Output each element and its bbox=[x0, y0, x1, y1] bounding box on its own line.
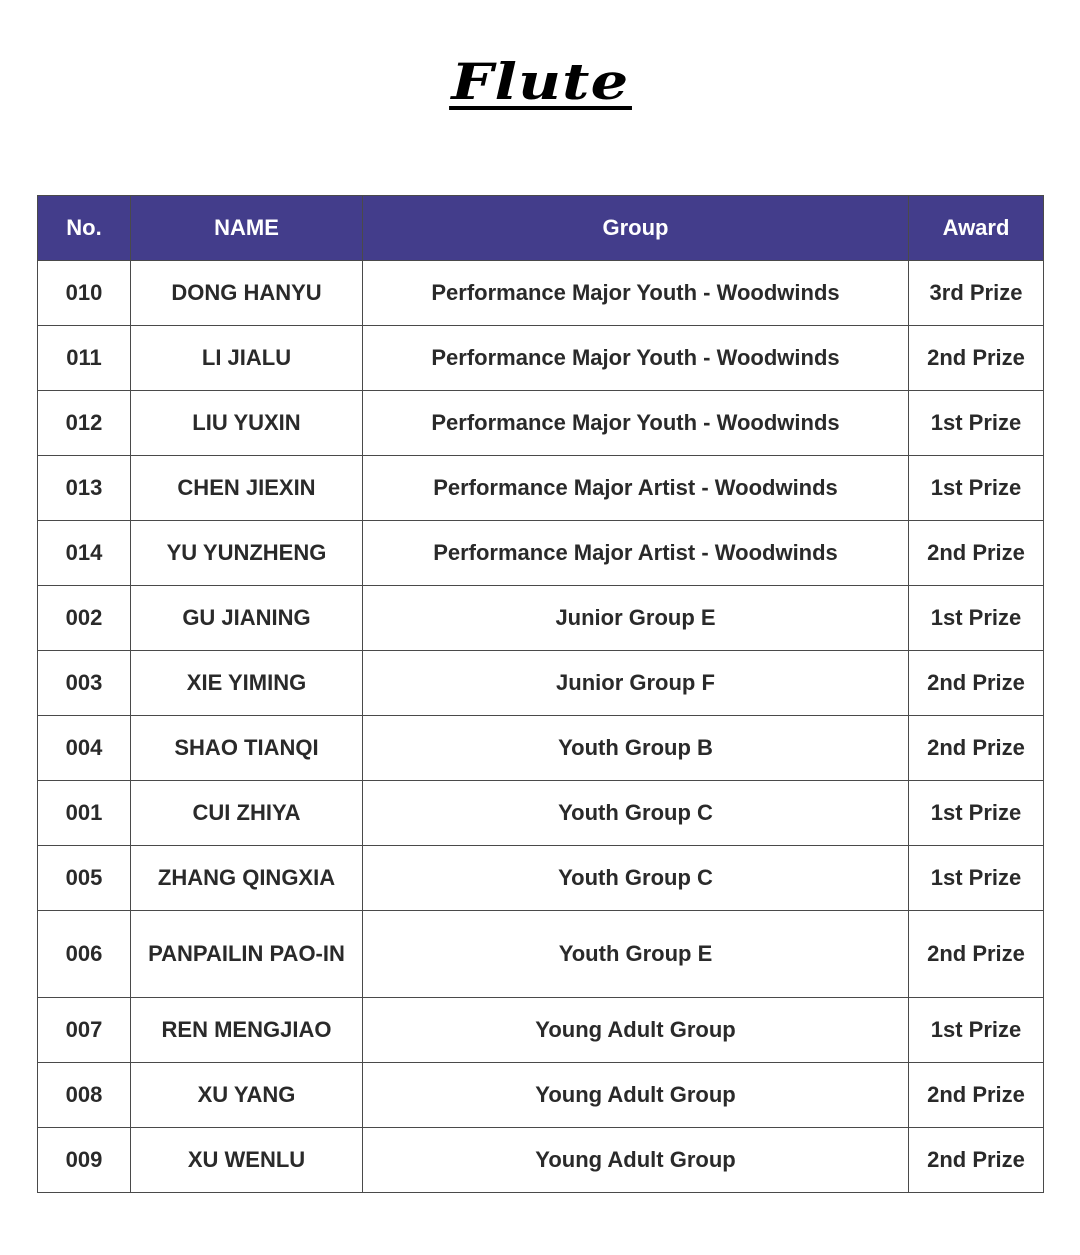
cell-group: Youth Group B bbox=[363, 716, 909, 781]
header-no: No. bbox=[38, 196, 131, 261]
cell-group: Young Adult Group bbox=[363, 1128, 909, 1193]
table-header-row bbox=[38, 196, 1044, 261]
cell-name: XU WENLU bbox=[131, 1128, 363, 1193]
cell-name: XIE YIMING bbox=[131, 651, 363, 716]
cell-no: 012 bbox=[38, 391, 131, 456]
cell-name: REN MENGJIAO bbox=[131, 998, 363, 1063]
table-row bbox=[38, 456, 1044, 521]
header-award: Award bbox=[909, 196, 1044, 261]
table-row bbox=[38, 651, 1044, 716]
table-row bbox=[38, 911, 1044, 998]
cell-name: PANPAILIN PAO-IN bbox=[131, 911, 363, 998]
cell-award: 2nd Prize bbox=[909, 1063, 1044, 1128]
table-row bbox=[38, 391, 1044, 456]
cell-award: 2nd Prize bbox=[909, 651, 1044, 716]
cell-group: Performance Major Artist - Woodwinds bbox=[363, 456, 909, 521]
cell-award: 2nd Prize bbox=[909, 326, 1044, 391]
cell-group: Performance Major Youth - Woodwinds bbox=[363, 326, 909, 391]
cell-award: 1st Prize bbox=[909, 391, 1044, 456]
cell-name: DONG HANYU bbox=[131, 261, 363, 326]
cell-no: 007 bbox=[38, 998, 131, 1063]
page-title-text: Flute bbox=[449, 60, 632, 110]
table-row bbox=[38, 998, 1044, 1063]
table-row bbox=[38, 716, 1044, 781]
cell-no: 009 bbox=[38, 1128, 131, 1193]
cell-no: 004 bbox=[38, 716, 131, 781]
cell-name: CUI ZHIYA bbox=[131, 781, 363, 846]
cell-no: 008 bbox=[38, 1063, 131, 1128]
cell-no: 002 bbox=[38, 586, 131, 651]
cell-group: Performance Major Youth - Woodwinds bbox=[363, 261, 909, 326]
cell-no: 013 bbox=[38, 456, 131, 521]
cell-no: 014 bbox=[38, 521, 131, 586]
cell-group: Junior Group E bbox=[363, 586, 909, 651]
cell-award: 2nd Prize bbox=[909, 1128, 1044, 1193]
cell-no: 001 bbox=[38, 781, 131, 846]
cell-award: 1st Prize bbox=[909, 998, 1044, 1063]
table-row bbox=[38, 521, 1044, 586]
cell-award: 1st Prize bbox=[909, 846, 1044, 911]
cell-name: GU JIANING bbox=[131, 586, 363, 651]
cell-name: YU YUNZHENG bbox=[131, 521, 363, 586]
cell-name: LIU YUXIN bbox=[131, 391, 363, 456]
cell-group: Performance Major Artist - Woodwinds bbox=[363, 521, 909, 586]
cell-award: 3rd Prize bbox=[909, 261, 1044, 326]
cell-name: XU YANG bbox=[131, 1063, 363, 1128]
cell-group: Junior Group F bbox=[363, 651, 909, 716]
table-row bbox=[38, 326, 1044, 391]
table-row bbox=[38, 586, 1044, 651]
cell-no: 011 bbox=[38, 326, 131, 391]
cell-name: LI JIALU bbox=[131, 326, 363, 391]
cell-group: Youth Group E bbox=[363, 911, 909, 998]
cell-award: 2nd Prize bbox=[909, 716, 1044, 781]
table-row bbox=[38, 1128, 1044, 1193]
page-title bbox=[0, 52, 1080, 112]
cell-award: 2nd Prize bbox=[909, 911, 1044, 998]
cell-group: Youth Group C bbox=[363, 781, 909, 846]
table-row bbox=[38, 846, 1044, 911]
cell-no: 006 bbox=[38, 911, 131, 998]
cell-award: 1st Prize bbox=[909, 586, 1044, 651]
cell-group: Youth Group C bbox=[363, 846, 909, 911]
cell-award: 1st Prize bbox=[909, 456, 1044, 521]
cell-group: Young Adult Group bbox=[363, 998, 909, 1063]
cell-name: SHAO TIANQI bbox=[131, 716, 363, 781]
table-row bbox=[38, 261, 1044, 326]
header-group: Group bbox=[363, 196, 909, 261]
cell-no: 010 bbox=[38, 261, 131, 326]
results-table bbox=[37, 195, 1044, 1193]
cell-group: Performance Major Youth - Woodwinds bbox=[363, 391, 909, 456]
cell-award: 2nd Prize bbox=[909, 521, 1044, 586]
cell-award: 1st Prize bbox=[909, 781, 1044, 846]
header-name: NAME bbox=[131, 196, 363, 261]
table-row bbox=[38, 1063, 1044, 1128]
cell-name: ZHANG QINGXIA bbox=[131, 846, 363, 911]
cell-group: Young Adult Group bbox=[363, 1063, 909, 1128]
table-row bbox=[38, 781, 1044, 846]
cell-no: 003 bbox=[38, 651, 131, 716]
cell-name: CHEN JIEXIN bbox=[131, 456, 363, 521]
cell-no: 005 bbox=[38, 846, 131, 911]
